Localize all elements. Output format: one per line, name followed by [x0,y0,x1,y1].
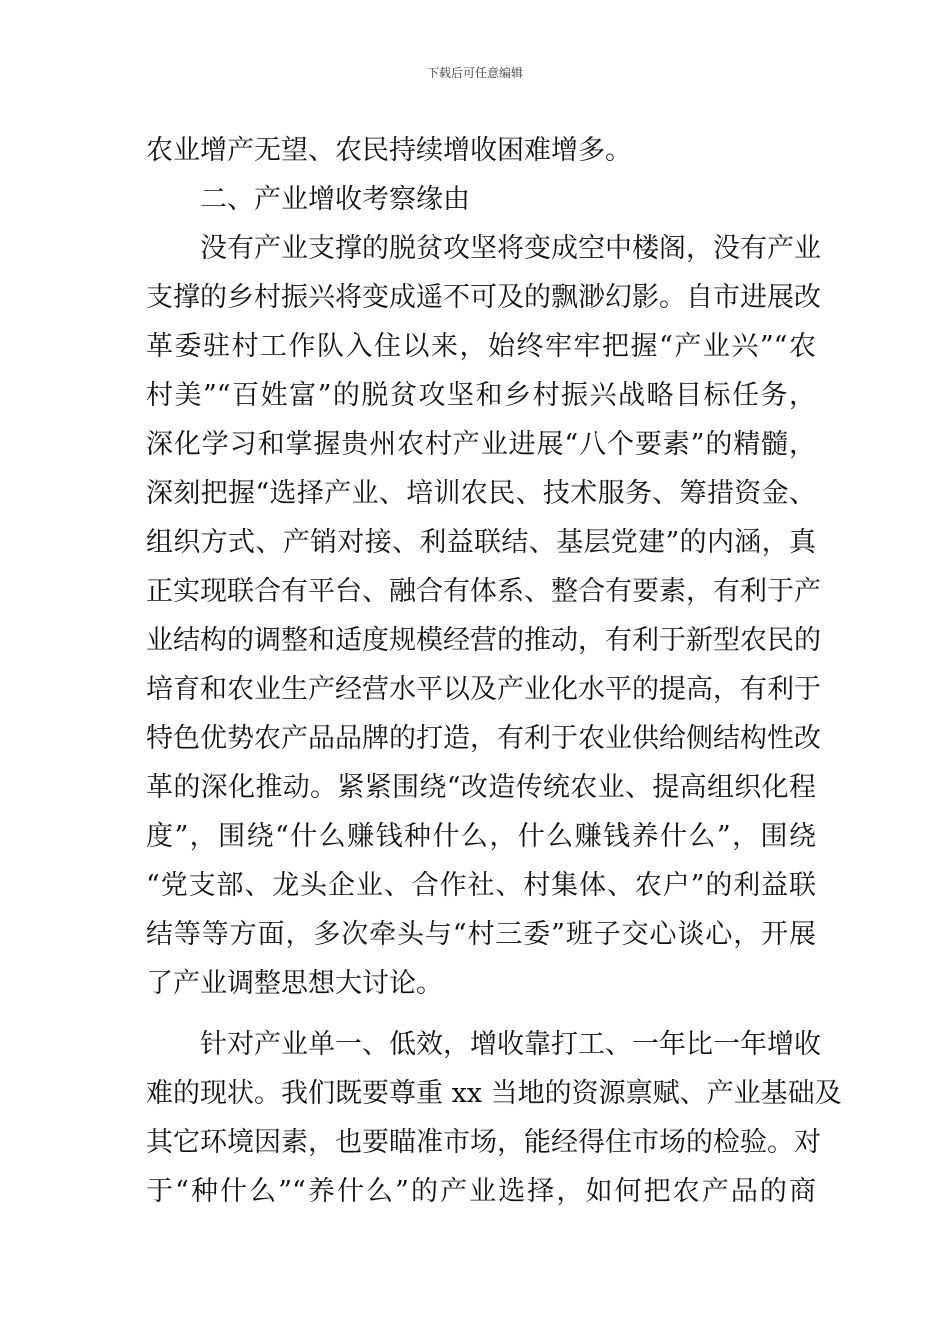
section-heading: 二、产业增收考察缘由 [146,184,470,215]
text-line: 正实现联合有平台、融合有体系、整合有要素，有利于产 [146,576,821,607]
text-line: 农业增产无望、农民持续增收困难增多。 [146,135,632,166]
text-line: 支撑的乡村振兴将变成遥不可及的飘渺幻影。自市进展改 [146,282,821,313]
text-line: 度”，围绕“什么赚钱种什么，什么赚钱养什么”，围绕 [146,821,816,852]
text-line: 难的现状。我们既要尊重 xx 当地的资源禀赋、产业基础及 [146,1078,842,1109]
text-line: 于“种什么”“养什么”的产业选择，如何把农产品的商 [146,1176,816,1207]
text-line: 组织方式、产销对接、利益联结、基层党建”的内涵，真 [146,527,816,558]
page-header: 下载后可任意编辑 [426,66,523,80]
text-line: 没有产业支撑的脱贫攻坚将变成空中楼阁，没有产业 [146,233,821,264]
text-line: 特色优势农产品品牌的打造，有利于农业供给侧结构性改 [146,723,821,754]
text-line: 村美”“百姓富”的脱贫攻坚和乡村振兴战略目标任务， [146,380,816,411]
text-line: 革的深化推动。紧紧围绕“改造传统农业、提高组织化程 [146,772,816,803]
text-line: 针对产业单一、低效，增收靠打工、一年比一年增收 [146,1029,821,1060]
text-line: 其它环境因素，也要瞄准市场，能经得住市场的检验。对 [146,1127,821,1158]
text-line: 深化学习和掌握贵州农村产业进展“八个要素”的精髓， [146,429,816,460]
text-line: 深刻把握“选择产业、培训农民、技术服务、筹措资金、 [146,478,816,509]
text-line: “党支部、龙头企业、合作社、村集体、农户”的利益联 [146,870,816,901]
text-line: 结等等方面，多次牵头与“村三委”班子交心谈心，开展 [146,919,816,950]
text-line: 培育和农业生产经营水平以及产业化水平的提高，有利于 [146,674,821,705]
text-line: 了产业调整思想大讨论。 [146,968,443,999]
text-line: 革委驻村工作队入住以来，始终牢牢把握“产业兴”“农 [146,331,816,362]
text-line: 业结构的调整和适度规模经营的推动，有利于新型农民的 [146,625,821,656]
